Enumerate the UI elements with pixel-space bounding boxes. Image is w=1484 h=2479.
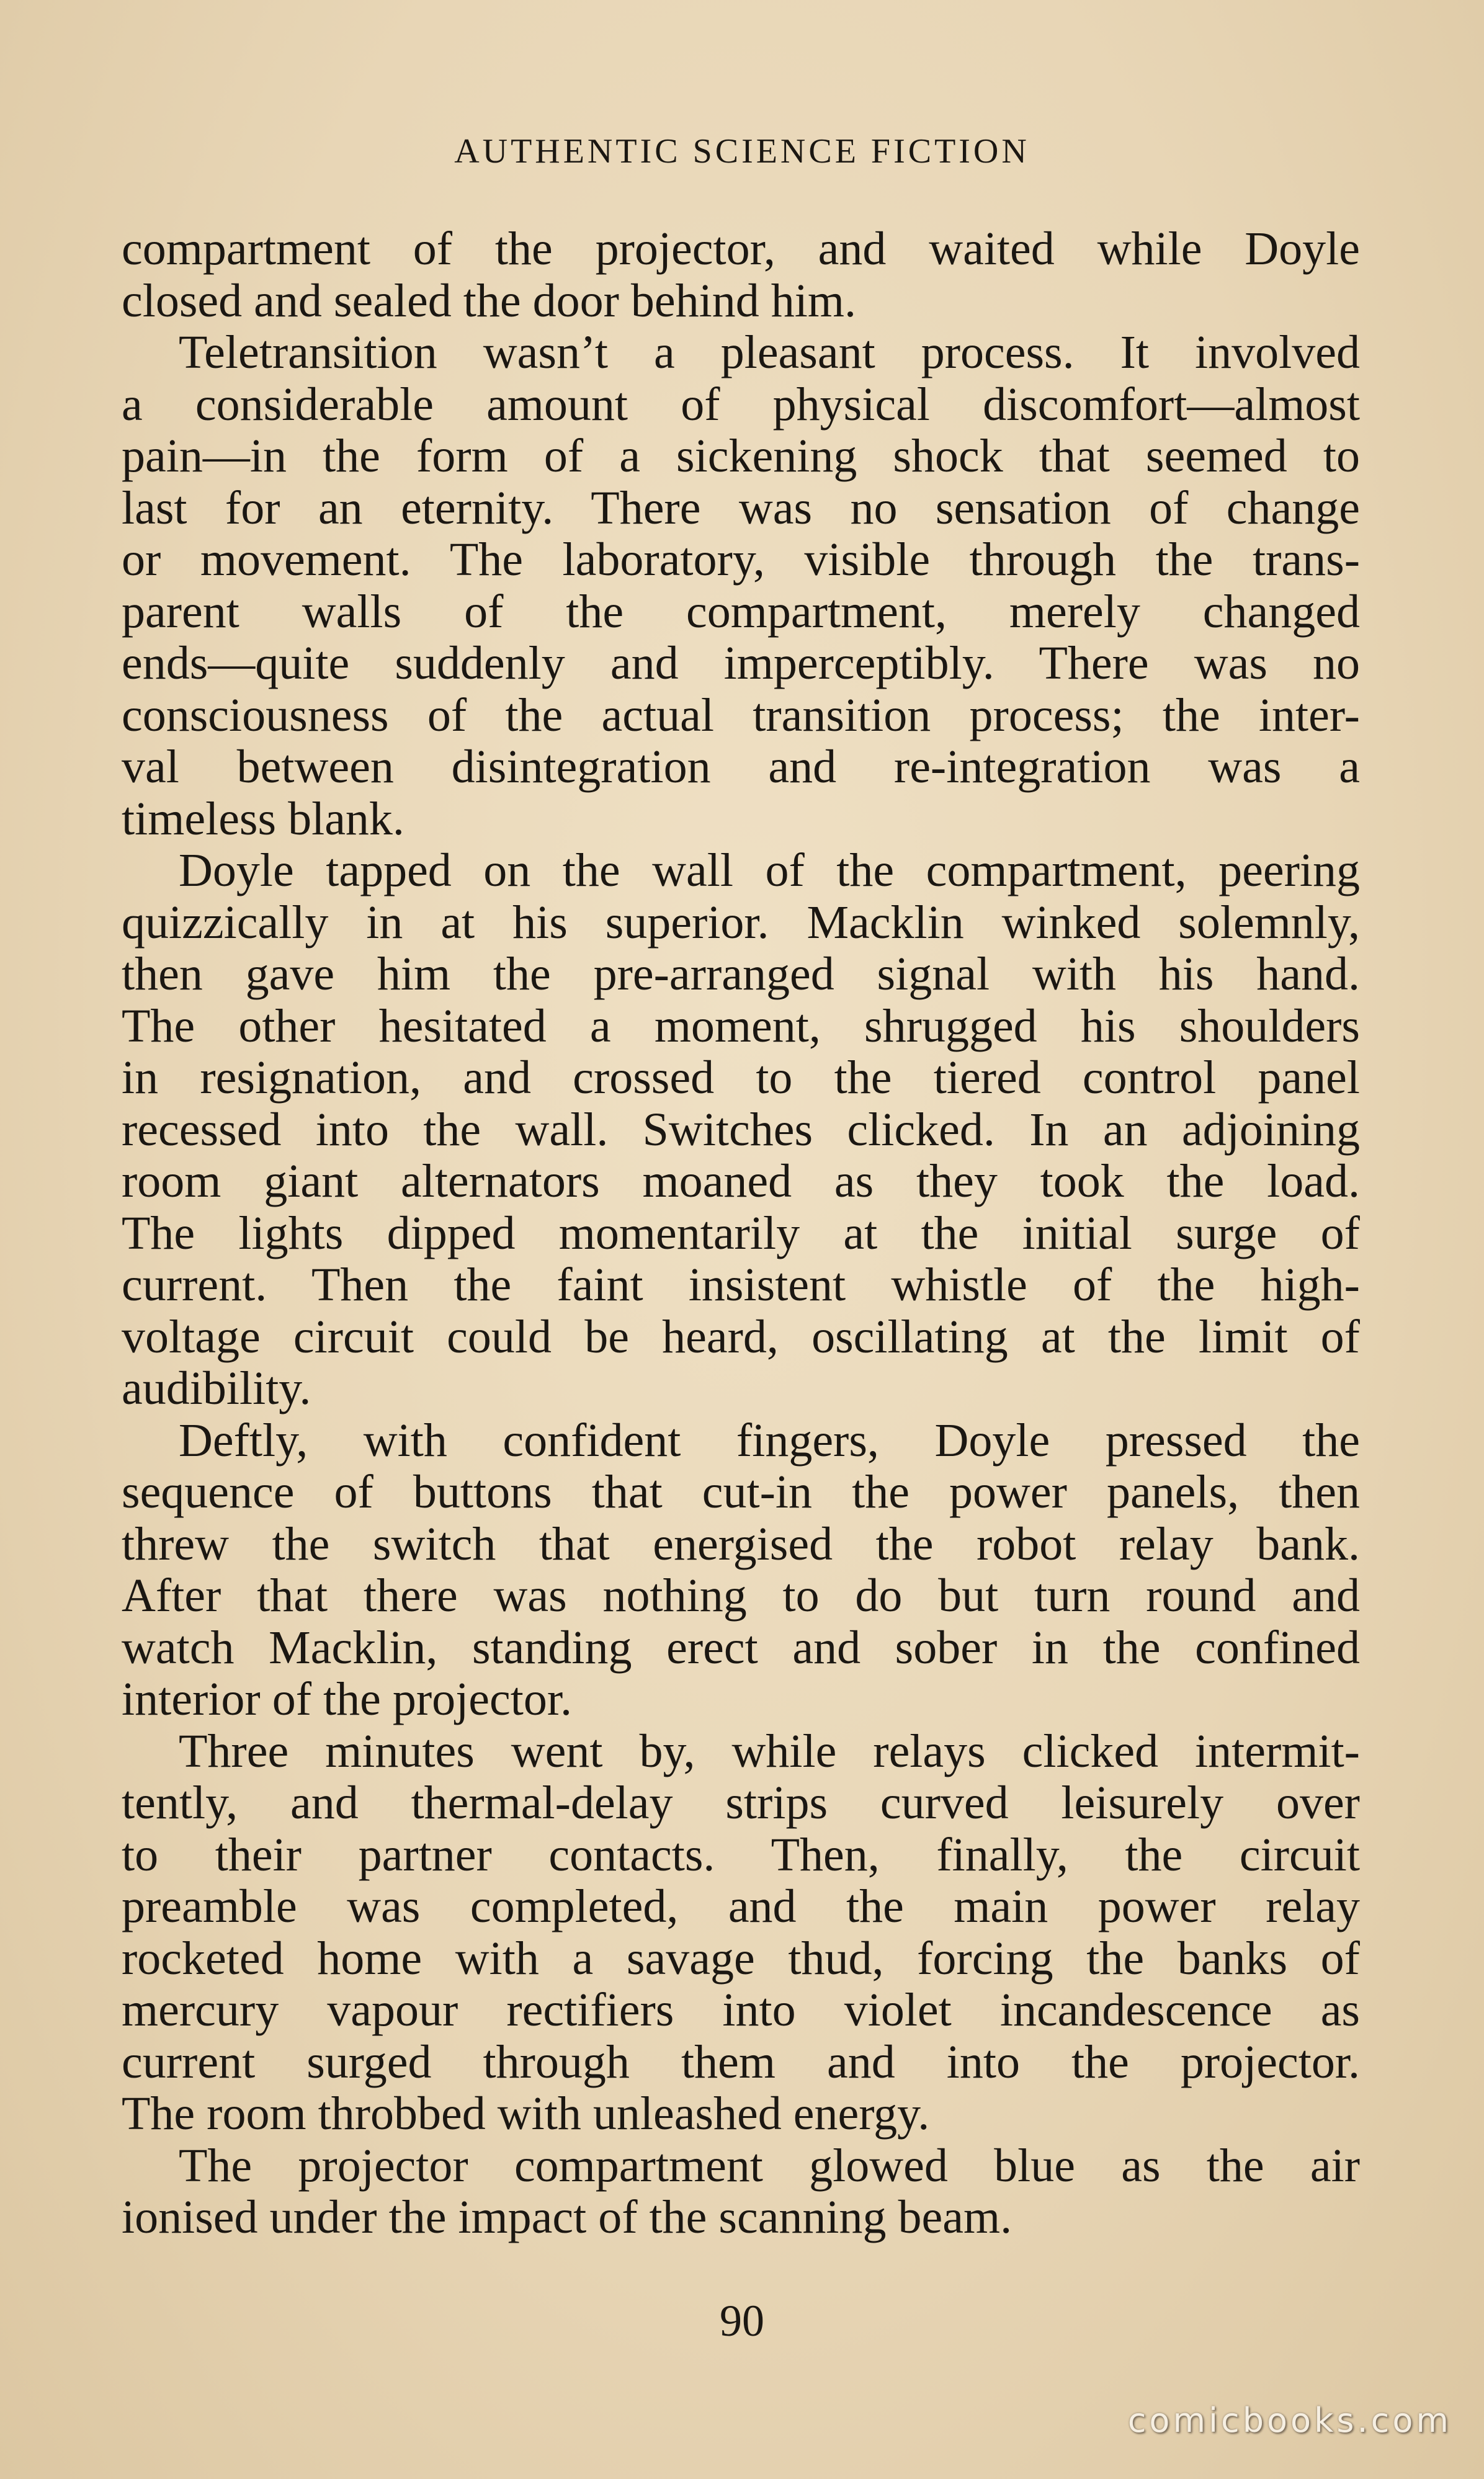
paragraph-line: mercury vapour rectifiers into violet incandescence as [122,1984,1360,2036]
paragraph-line: sequence of buttons that cut-in the power panels, then [122,1466,1360,1518]
paragraph-line: a considerable amount of physical discomfort—almost [122,378,1360,431]
paragraph-line: last for an eternity. There was no sensation of change [122,481,1360,534]
paragraph-line: to their partner contacts. Then, finally, the circuit [122,1828,1360,1881]
paragraph-line: The room throbbed with unleashed energy. [122,2088,930,2140]
paragraph-line: voltage circuit could be heard, oscillating at the limit of [122,1310,1360,1363]
paragraph-line: parent walls of the compartment, merely changed [122,585,1360,638]
paragraph-line: pain—in the form of a sickening shock that seemed to [122,430,1360,482]
paragraph-line: current. Then the faint insistent whistle of the high- [122,1259,1360,1311]
paragraph-line: interior of the projector. [122,1673,572,1725]
paragraph-line: Teletransition wasn’t a pleasant process. It involved [179,326,1360,378]
paragraph-line: current surged through them and into the projector. [122,2035,1360,2088]
paragraph-line: Deftly, with confident fingers, Doyle pressed the [179,1414,1360,1467]
paragraph-line: Doyle tapped on the wall of the compartment, peering [179,844,1360,896]
paragraph-line: threw the switch that energised the robot relay bank. [122,1517,1360,1570]
paragraph-line: compartment of the projector, and waited while Doyle [122,223,1360,275]
paragraph-line: After that there was nothing to do but turn round and [122,1570,1360,1622]
paragraph-line: tently, and thermal-delay strips curved leisurely over [122,1777,1360,1829]
paragraph-line: The projector compartment glowed blue as the air [179,2139,1360,2192]
paragraph-line: consciousness of the actual transition process; the inter- [122,689,1360,741]
paragraph-line: audibility. [122,1362,311,1414]
paragraph-line: in resignation, and crossed to the tiered control panel [122,1052,1360,1104]
paragraph-line: ionised under the impact of the scanning beam. [122,2191,1012,2243]
running-head: AUTHENTIC SCIENCE FICTION [454,132,1030,171]
paragraph-line: val between disintegration and re-integration was a [122,741,1360,793]
paragraph-line: preamble was completed, and the main power relay [122,1880,1360,1932]
page-number: 90 [720,2296,764,2346]
paragraph-line: timeless blank. [122,792,405,845]
paragraph-line: closed and sealed the door behind him. [122,274,857,327]
paragraph-line: rocketed home with a savage thud, forcing the banks of [122,1932,1360,1985]
paragraph-line: quizzically in at his superior. Macklin winked solemnly, [122,896,1360,949]
paragraph-line: or movement. The laboratory, visible through the trans- [122,534,1360,586]
paragraph-line: watch Macklin, standing erect and sober in the confined [122,1621,1360,1674]
body-text [122,223,1360,2244]
paragraph-line: recessed into the wall. Switches clicked. In an adjoining [122,1103,1360,1156]
watermark: comicbooks.com [1127,2401,1452,2440]
paragraph-line: ends—quite suddenly and imperceptibly. There was no [122,637,1360,689]
paragraph-line: then gave him the pre-arranged signal with his hand. [122,948,1360,1000]
paragraph-line: room giant alternators moaned as they took the load. [122,1155,1360,1207]
paragraph-line: The other hesitated a moment, shrugged his shoulders [122,999,1360,1052]
paragraph-line: The lights dipped momentarily at the initial surge of [122,1207,1360,1259]
paragraph-line: Three minutes went by, while relays clicked intermit- [179,1725,1360,1777]
